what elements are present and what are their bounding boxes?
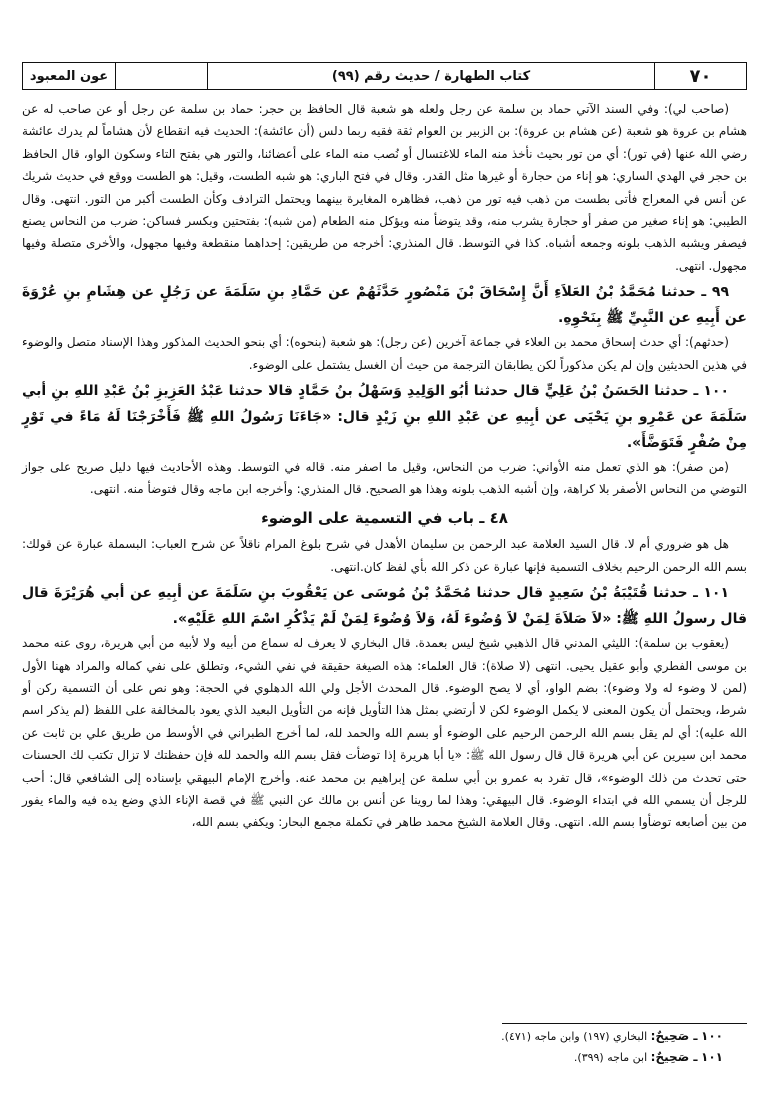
page — [22, 62, 747, 834]
footnote-item: ١٠١ ـ صَحِيحٌ: ابن ماجه (٣٩٩). — [573, 1050, 723, 1064]
footnote-divider — [502, 1023, 747, 1024]
commentary-paragraph: (يعقوب بن سلمة): الليثي المدني قال الذهبي شيخ ليس بعمدة. قال البخاري لا يعرف له سماع من أبيه ولا لأبيه من أبي هريرة، روى عنه محمد بن موسى الفطري وأبو عقيل يحيى. انتهى (لا صلاة): قال العلماء: هذه الصيغة حقيقة في نفي الشيء، وتطلق على نفي كماله والمراد ههنا الأول (لمن لا وضوء له ولا وضوء): بضم الواو، أي لا يصح الوضوء. قال المحدث الأجل ولي الله الدهلوي في الحجة: وهو نص على أن التسمية ركن أو شرط، ويحتمل أن يكون المعنى لا يكمل الوضوء لكن لا أرتضي بمثل هذا التأويل فإنه من التأويل البعيد الذي يعود بالمخالفة على اللفظ (لم يذكر اسم الله عليه): أي لم يقل بسم الله الرحمن الرحيم على الوضوء أو بسم الله والحمد لله، لما أخرج الطبراني في الأوسط من طريق علي بن ثابت عن محمد ابن سيرين عن أبي هريرة قال قال رسول الله ﷺ: «يا أبا هريرة إذا توضأت فقل بسم الله والحمد لله فإن حفظتك لا تزال تكتب لك الحسنات حتى تحدث من ذلك الوضوء»، قال تفرد به عمرو بن أبي سلمة عن إبراهيم بن محمد عنه. وأخرج الإمام البيهقي بإسناده إلى الشافعي قال: أحب للرجل أن يسمي الله في ابتداء الوضوء. قال البيهقي: وهذا لما روينا عن أنس بن مالك عن النبي ﷺ في قصة الإناء الذي وضع يده فيه والماء يفور من بين أصابعه توضأوا بسم الله. انتهى. وقال العلامة الشيخ محمد طاهر في تكملة مجمع البحار: ويكفي بسم الله، — [22, 636, 747, 830]
footnotes — [22, 1023, 747, 1068]
page-body — [22, 98, 747, 834]
footnote-number: ١٠٠ — [701, 1029, 723, 1043]
header-empty-cell — [115, 63, 207, 89]
commentary-paragraph: (حدثهم): أي حدث إسحاق محمد بن العلاء في جماعة آخرين (عن رجل): هو شعبة (بنحوه): أي بنحو الحديث المذكور وهذا الإسناد متصل والوضوء في هذين الحديثين وإن لم يكن مذكوراً لكن يطابقان الترجمة من حيث أن الغسل يشتمل على الوضوء. — [22, 335, 747, 372]
commentary-paragraph: (من صفر): هو الذي تعمل منه الأواني: ضرب من النحاس، وقيل ما اصفر منه. قاله في التوسط. وهذه الأحاديث فيها دليل صريح على جواز التوضي من النحاس الأصفر بلا كراهة، وإن أشبه الذهب بلونه وهذا هو الصحيح. قال المنذري: وأخرجه ابن ماجه وقال فتوضأ منه. انتهى. — [22, 460, 747, 497]
book-title: عون المعبود — [29, 68, 109, 84]
footnote-number: ١٠١ — [701, 1050, 723, 1064]
page-number: ٧٠ — [654, 63, 746, 89]
chapter-heading: ٤٨ ـ باب في التسمية على الوضوء — [261, 508, 508, 527]
commentary-paragraph: (صاحب لي): وفي السند الآتي حماد بن سلمة عن رجل ولعله هو شعبة قال الحافظ بن حجر: حماد بن سلمة عن رجل أو عن صاحب له عن هشام بن عروة هو شعبة (عن هشام بن عروة): بن الزبير بن العوام ثقة فقيه ربما دلس (أن عائشة): الحديث فيه انقطاع لأن هشاماً لم يدرك عائشة رضي الله عنها (في تور): أي من تور بحيث نأخذ منه الماء للاغتسال أو نُصب منه الماء على أعضائنا، والتور هي بفتح التاء وسكون الواو، قال الحافظ بن حجر في الهدي الساري: هو إناء من حجارة أو غيرها مثل القدر. وقال في فتح الباري: هو شبه الطست، وقيل: هو الطست ووقع في حديث شريك عن أنس في المعراج فأتى بطست من ذهب فيه تور من ذهب، فظاهره المغايرة بينهما ويحتمل الترادف وكأن الطست أكبر من التور. انتهى. وقال الطيبي: هو إناء صغير من صفر أو حجارة يشرب منه، وقد يتوضأ منه ويؤكل منه الطعام (من شبه): بفتحتين وبكسر فساكن: ضرب من النحاس يصنع فيصفر ويشبه الذهب بلونه وجمعه أشباه. كذا في التوسط. قال المنذري: أخرجه من طريقين: إحداهما منقطعة وفيها مجهول، والأخرى متصلة وفيها مجهول. انتهى. — [22, 102, 747, 273]
footnote-reference: البخاري (١٩٧) وابن ماجه (٤٧١). — [501, 1030, 648, 1043]
footnote-grade: صَحِيحٌ: — [650, 1050, 690, 1064]
commentary-paragraph: هل هو ضروري أم لا. قال السيد العلامة عبد الرحمن بن سليمان الأهدل في شرح بلوغ المرام ناقلاً عن شرح العباب: البسملة عبارة عن قولك: بسم الله الرحمن الرحيم بخلاف التسمية فإنها عبارة عن ذكر الله بأي لفظ كان.انتهى. — [22, 537, 747, 574]
hadith-99: ٩٩ ـ حدثنا مُحَمَّدُ بْنُ العَلاَءِ أَنَّ إِسْحَاقَ بْنَ مَنْصُورٍ حَدَّثَهُمْ عن حَمَّادِ بنِ سَلَمَةَ عن رَجُلٍ عن هِشَامِ بنِ عُرْوَةَ عن أَبِيهِ عن النَّبِيِّ ﷺ بِنَحْوِهِ. — [22, 284, 747, 327]
footnote-reference: ابن ماجه (٣٩٩). — [573, 1051, 648, 1064]
page-header — [22, 62, 747, 90]
hadith-101: ١٠١ ـ حدثنا قُتَيْبَةُ بْنُ سَعِيدٍ قال حدثنا مُحَمَّدُ بْنُ مُوسَى عن يَعْقُوبَ بنِ سَلَمَةَ عن أبِيهِ عن أبي هُرَيْرَةَ قال قال رسولُ اللهِ ﷺ: «لاَ صَلاَةَ لِمَنْ لاَ وُضُوءَ لَهُ، وَلاَ وُضُوءَ لِمَنْ لَمْ يَذْكُرِ اسْمَ اللهِ عَلَيْهِ». — [22, 585, 747, 628]
footnote-grade: صَحِيحٌ: — [650, 1029, 690, 1043]
hadith-100: ١٠٠ ـ حدثنا الحَسَنُ بْنُ عَلِيٍّ قال حدثنا أبُو الوَلِيدِ وَسَهْلُ بنُ حَمَّادٍ قالا حدثنا عَبْدُ العَزِيزِ بْنُ عَبْدِ اللهِ بنِ أبي سَلَمَةَ عن عَمْرِو بنِ يَحْيَى عن أبِيهِ عن عَبْدِ اللهِ بنِ زَيْدٍ قال: «جَاءَنَا رَسُولُ اللهِ ﷺ فَأَخْرَجْنَا لَهُ مَاءً في تَوْرٍ مِنْ صُفْرٍ فَتَوَضَّأَ». — [22, 383, 747, 452]
footnote-item: ١٠٠ ـ صَحِيحٌ: البخاري (١٩٧) وابن ماجه (٤٧١). — [501, 1029, 723, 1043]
section-title: كتاب الطهارة / حديث رقم (٩٩) — [207, 63, 654, 89]
